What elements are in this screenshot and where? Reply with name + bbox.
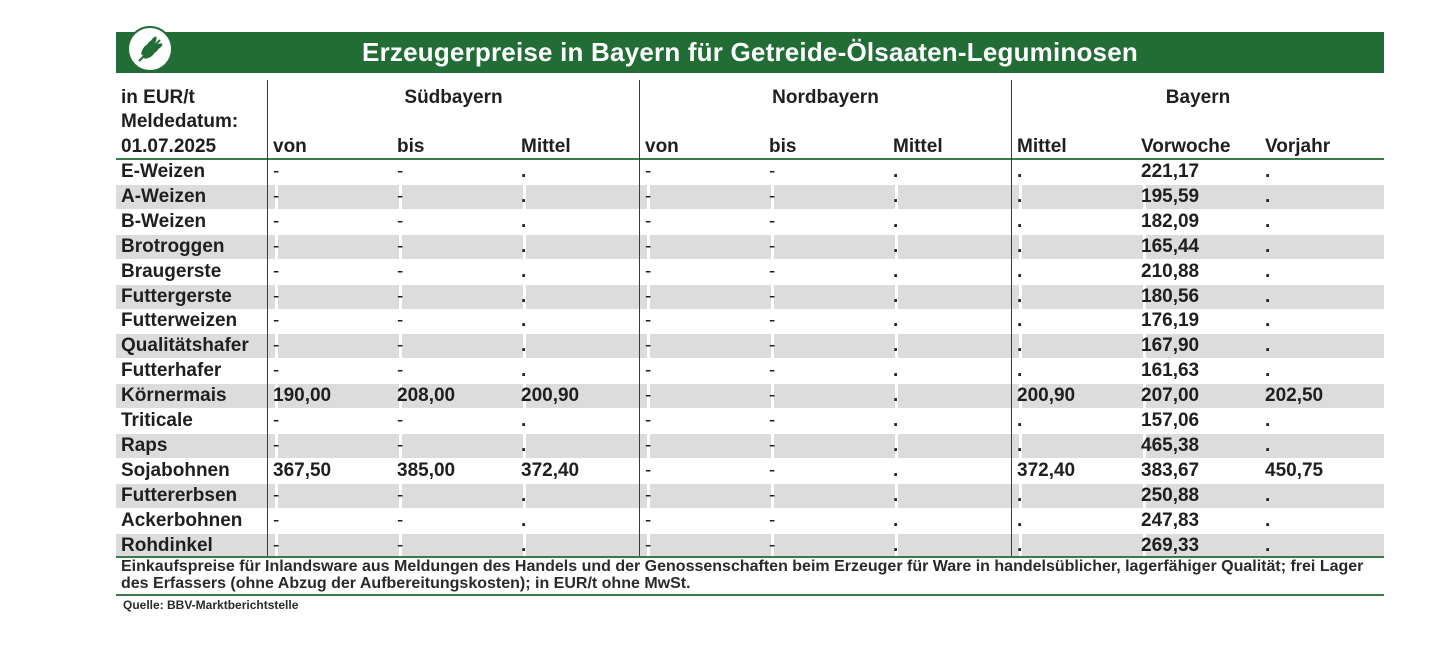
table-cell: .	[521, 285, 527, 307]
table-cell: -	[397, 434, 404, 456]
table-cell: .	[1017, 484, 1023, 506]
row-label: Rohdinkel	[121, 534, 213, 556]
table-cell: -	[397, 335, 404, 357]
table-cell: -	[645, 161, 652, 182]
table-cell: .	[521, 509, 527, 531]
table-cell: -	[645, 235, 652, 257]
table-cell: -	[769, 185, 776, 207]
table-cell: .	[1265, 509, 1271, 531]
row-label: Ackerbohnen	[121, 509, 243, 531]
table-row	[116, 534, 1384, 558]
table-cell: 165,44	[1141, 235, 1200, 257]
table-cell: .	[1265, 161, 1271, 182]
table-cell: 202,50	[1265, 385, 1324, 407]
table-cell: 167,90	[1141, 335, 1200, 357]
table-cell: .	[1265, 335, 1271, 357]
table-cell: .	[1265, 285, 1271, 307]
table-row	[116, 384, 1384, 408]
table-cell: -	[397, 484, 404, 506]
table-row	[116, 185, 1384, 209]
table-cell: .	[521, 161, 527, 182]
row-label: Braugerste	[121, 260, 222, 282]
table-cell: 176,19	[1141, 310, 1200, 332]
unit-label: in EUR/t	[121, 87, 195, 108]
table-cell: .	[893, 260, 899, 282]
table-cell: -	[273, 185, 280, 207]
table-cell: -	[769, 210, 776, 232]
table-cell: -	[397, 285, 404, 307]
table-cell: 383,67	[1141, 459, 1200, 481]
table-cell: 247,83	[1141, 509, 1200, 531]
table-cell: .	[521, 534, 527, 556]
table-cell: 207,00	[1141, 385, 1200, 407]
table-row	[116, 235, 1384, 259]
table-cell: -	[645, 335, 652, 357]
table-cell: -	[769, 285, 776, 307]
table-cell: -	[769, 260, 776, 282]
row-label: Sojabohnen	[121, 459, 230, 481]
table-row	[116, 434, 1384, 458]
table-row	[116, 260, 1384, 284]
table-cell: .	[893, 459, 899, 481]
table-cell: -	[769, 161, 776, 182]
table-cell: -	[273, 310, 280, 332]
table-cell: 180,56	[1141, 285, 1200, 307]
table-cell: .	[893, 410, 899, 431]
table-cell: 200,90	[1017, 385, 1076, 407]
table-cell: -	[273, 161, 280, 182]
table-cell: -	[645, 385, 652, 407]
table-row	[116, 334, 1384, 358]
table-cell: .	[893, 161, 899, 182]
table-cell: -	[769, 534, 776, 556]
table-cell: -	[397, 185, 404, 207]
table-cell: -	[397, 161, 404, 182]
col-header: von	[645, 136, 679, 157]
wheat-logo-icon	[127, 26, 173, 72]
table-cell: -	[769, 310, 776, 332]
table-cell: -	[397, 260, 404, 282]
table-cell: .	[1265, 360, 1271, 382]
row-label: Körnermais	[121, 385, 227, 407]
table-cell: -	[273, 335, 280, 357]
group-nordbayern: Nordbayern	[772, 87, 879, 108]
table-cell: -	[273, 285, 280, 307]
table-cell: -	[273, 260, 280, 282]
col-header: Mittel	[1017, 136, 1067, 157]
table-row	[116, 484, 1384, 508]
table-cell: .	[521, 484, 527, 506]
table-cell: 161,63	[1141, 360, 1200, 382]
table-cell: -	[645, 360, 652, 382]
row-label: A-Weizen	[121, 185, 207, 207]
table-cell: 200,90	[521, 385, 580, 407]
table-cell: .	[521, 210, 527, 232]
table-cell: -	[769, 434, 776, 456]
col-header: bis	[769, 136, 797, 157]
table-cell: -	[273, 235, 280, 257]
source-note: Quelle: BBV-Marktberichtstelle	[123, 598, 299, 612]
table-cell: .	[893, 484, 899, 506]
table-cell: -	[397, 210, 404, 232]
table-cell: .	[521, 260, 527, 282]
table-cell: 208,00	[397, 385, 456, 407]
table-cell: -	[769, 360, 776, 382]
table-cell: 450,75	[1265, 459, 1324, 481]
table-cell: -	[769, 509, 776, 531]
table-cell: .	[521, 360, 527, 382]
col-header: Mittel	[521, 136, 571, 157]
table-cell: -	[645, 484, 652, 506]
table-cell: -	[273, 534, 280, 556]
table-cell: 465,38	[1141, 434, 1200, 456]
table-cell: .	[893, 310, 899, 332]
table-cell: .	[1017, 185, 1023, 207]
column-divider	[1011, 80, 1012, 556]
table-cell: -	[397, 360, 404, 382]
title-bar	[116, 32, 1384, 73]
table-cell: -	[645, 459, 652, 481]
table-cell: .	[1017, 360, 1023, 382]
table-row	[116, 509, 1384, 533]
row-label: Qualitätshafer	[121, 335, 249, 357]
table-cell: .	[1265, 434, 1271, 456]
table-cell: -	[769, 335, 776, 357]
table-cell: -	[645, 210, 652, 232]
table-cell: -	[645, 310, 652, 332]
group-suedbayern: Südbayern	[404, 87, 503, 108]
table-cell: -	[273, 484, 280, 506]
table-cell: 210,88	[1141, 260, 1200, 282]
column-divider	[639, 80, 640, 556]
table-row	[116, 459, 1384, 483]
table-cell: .	[1017, 235, 1023, 257]
table-cell: .	[521, 185, 527, 207]
table-row	[116, 409, 1384, 433]
col-header: von	[273, 136, 307, 157]
table-cell: -	[769, 235, 776, 257]
table-cell: .	[1265, 410, 1271, 431]
table-cell: 269,33	[1141, 534, 1200, 556]
table-cell: .	[893, 210, 899, 232]
table-cell: -	[397, 410, 404, 431]
table-cell: -	[645, 185, 652, 207]
row-label: B-Weizen	[121, 210, 207, 232]
row-label: Triticale	[121, 410, 193, 431]
table-cell: .	[1265, 185, 1271, 207]
table-cell: .	[1017, 335, 1023, 357]
table-cell: 157,06	[1141, 410, 1200, 431]
table-cell: .	[893, 534, 899, 556]
col-header: Vorwoche	[1141, 136, 1231, 157]
row-label: Futtergerste	[121, 285, 232, 307]
table-cell: .	[521, 310, 527, 332]
table-cell: .	[1017, 310, 1023, 332]
table-cell: .	[893, 185, 899, 207]
table-cell: 372,40	[1017, 459, 1076, 481]
table-cell: .	[1017, 509, 1023, 531]
table-row	[116, 359, 1384, 383]
table-cell: .	[1265, 534, 1271, 556]
col-header: Mittel	[893, 136, 943, 157]
table-cell: 385,00	[397, 459, 456, 481]
table-cell: -	[645, 434, 652, 456]
table-cell: 250,88	[1141, 484, 1200, 506]
table-cell: .	[521, 335, 527, 357]
row-label: Futterhafer	[121, 360, 222, 382]
table-cell: .	[1017, 260, 1023, 282]
table-cell: .	[1265, 260, 1271, 282]
table-cell: -	[397, 534, 404, 556]
table-cell: -	[273, 360, 280, 382]
table-cell: .	[893, 385, 899, 407]
table-row	[116, 160, 1384, 184]
table-cell: .	[893, 285, 899, 307]
table-cell: -	[769, 385, 776, 407]
table-cell: -	[645, 285, 652, 307]
table-cell: .	[1017, 285, 1023, 307]
table-cell: .	[1017, 161, 1023, 182]
table-cell: .	[1017, 534, 1023, 556]
table-cell: -	[397, 310, 404, 332]
table-cell: -	[273, 434, 280, 456]
table-cell: 221,17	[1141, 161, 1200, 182]
table-cell: -	[397, 509, 404, 531]
date-label: Meldedatum:	[121, 111, 239, 132]
table-cell: .	[893, 360, 899, 382]
table-cell: -	[645, 410, 652, 431]
table-cell: -	[273, 509, 280, 531]
table-cell: 190,00	[273, 385, 332, 407]
col-header: Vorjahr	[1265, 136, 1331, 157]
table-cell: .	[893, 434, 899, 456]
table-cell: .	[1265, 310, 1271, 332]
table-cell: .	[1017, 410, 1023, 431]
row-label: Raps	[121, 434, 168, 456]
table-cell: -	[273, 210, 280, 232]
table-cell: -	[273, 410, 280, 431]
table-cell: .	[521, 235, 527, 257]
table-cell: -	[769, 459, 776, 481]
table-cell: .	[893, 335, 899, 357]
table-cell: 182,09	[1141, 210, 1200, 232]
table-cell: .	[893, 509, 899, 531]
row-label: Brotroggen	[121, 235, 225, 257]
table-cell: 367,50	[273, 459, 332, 481]
table-cell: -	[645, 260, 652, 282]
table-cell: .	[893, 235, 899, 257]
page-title: Erzeugerpreise in Bayern für Getreide-Ölsaaten-Leguminosen	[362, 37, 1138, 67]
table-cell: 195,59	[1141, 185, 1200, 207]
table-cell: .	[1017, 210, 1023, 232]
row-label: Futtererbsen	[121, 484, 238, 506]
table-cell: .	[1017, 434, 1023, 456]
date-value: 01.07.2025	[121, 136, 217, 157]
table-cell: -	[645, 509, 652, 531]
table-cell: .	[1265, 235, 1271, 257]
col-header: bis	[397, 136, 425, 157]
row-label: E-Weizen	[121, 161, 206, 182]
group-bayern: Bayern	[1165, 87, 1231, 108]
table-cell: -	[397, 235, 404, 257]
table-cell: .	[521, 410, 527, 431]
footnote-divider	[116, 594, 1384, 596]
table-cell: .	[521, 434, 527, 456]
table-cell: -	[769, 484, 776, 506]
table-cell: -	[645, 534, 652, 556]
table-cell: .	[1265, 484, 1271, 506]
table-cell: -	[769, 410, 776, 431]
table-row	[116, 210, 1384, 234]
table-row	[116, 309, 1384, 333]
column-divider	[267, 80, 268, 556]
table-cell: 372,40	[521, 459, 580, 481]
row-label: Futterweizen	[121, 310, 238, 332]
table-cell: .	[1265, 210, 1271, 232]
table-row	[116, 285, 1384, 309]
footnote: Einkaufspreise für Inlandsware aus Meldungen des Handels und der Genossenschaften beim Erzeuger für Ware in handelsüblicher, lagerfähiger Qualität; frei Lager des Erfassers (ohne Abzug der Aufbereitungskosten); in EUR/t ohne MwSt.	[121, 558, 1364, 592]
